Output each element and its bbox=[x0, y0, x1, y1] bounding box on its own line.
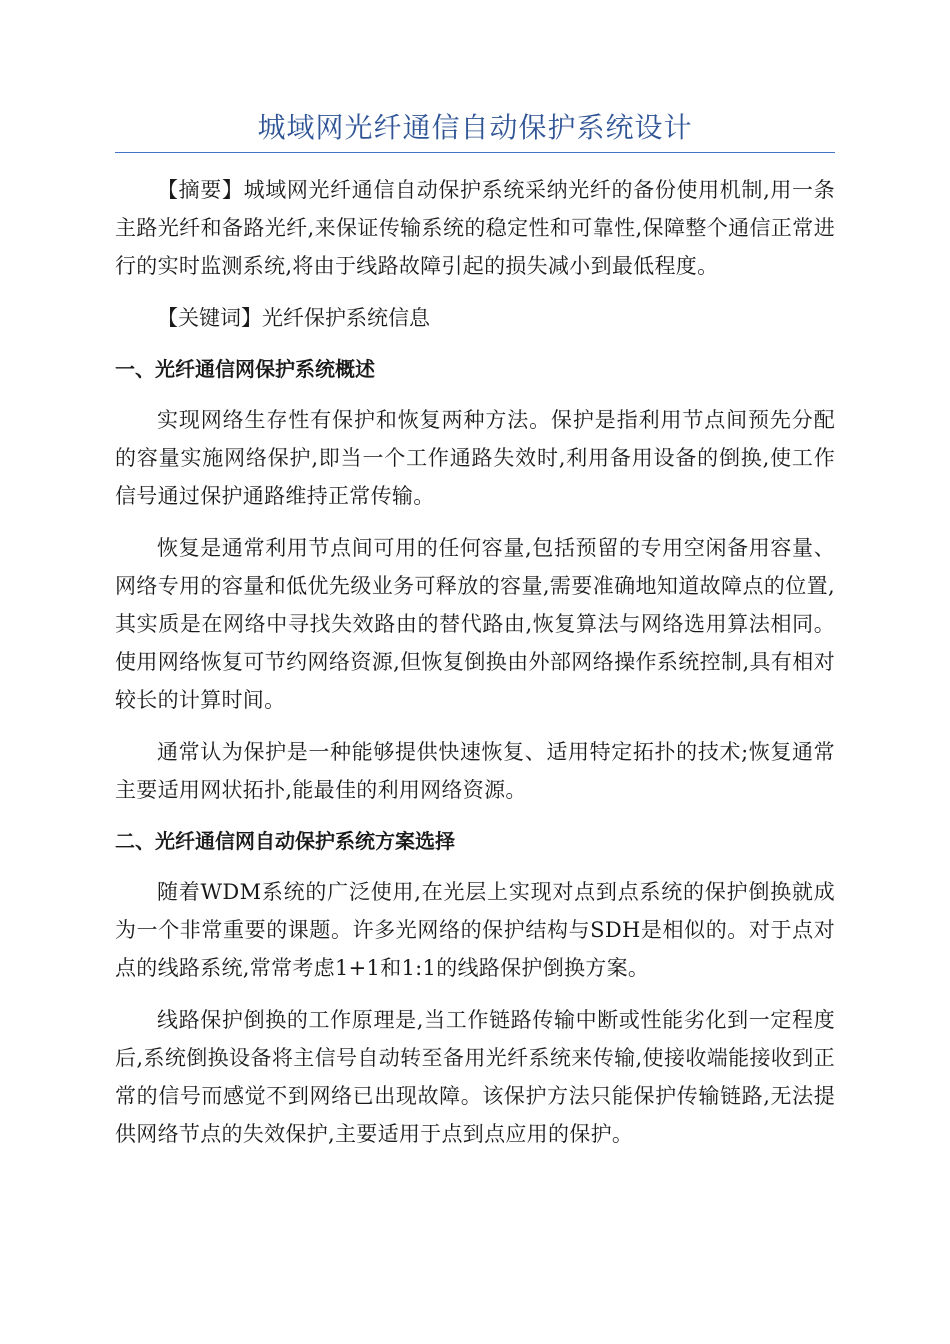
section-2-paragraph: 随着WDM系统的广泛使用,在光层上实现对点到点系统的保护倒换就成为一个非常重要的课题。许多光网络的保护结构与SDH是相似的。对于点对点的线路系统,常常考虑1+1和1:1的线路保护倒换方案。 bbox=[115, 880, 835, 980]
section-heading-1: 一、光纤通信网保护系统概述 bbox=[115, 357, 375, 381]
title-underline bbox=[115, 152, 835, 153]
section-heading-2: 二、光纤通信网自动保护系统方案选择 bbox=[115, 829, 455, 853]
document-title: 城域网光纤通信自动保护系统设计 bbox=[257, 111, 693, 144]
section-2-paragraph: 线路保护倒换的工作原理是,当工作链路传输中断或性能劣化到一定程度后,系统倒换设备将主信号自动转至备用光纤系统来传输,使接收端能接收到正常的信号而感觉不到网络已出现故障。该保护方法只能保护传输链路,无法提供网络节点的失效保护,主要适用于点到点应用的保护。 bbox=[115, 1008, 835, 1146]
section-1-paragraph: 通常认为保护是一种能够提供快速恢复、适用特定拓扑的技术;恢复通常主要适用网状拓扑,能最佳的利用网络资源。 bbox=[115, 740, 835, 802]
section-1-paragraph: 恢复是通常利用节点间可用的任何容量,包括预留的专用空闲备用容量、网络专用的容量和低优先级业务可释放的容量,需要准确地知道故障点的位置,其实质是在网络中寻找失效路由的替代路由,恢复算法与网络选用算法相同。使用网络恢复可节约网络资源,但恢复倒换由外部网络操作系统控制,具有相对较长的计算时间。 bbox=[115, 536, 835, 712]
section-1-paragraph: 实现网络生存性有保护和恢复两种方法。保护是指利用节点间预先分配的容量实施网络保护,即当一个工作通路失效时,利用备用设备的倒换,使工作信号通过保护通路维持正常传输。 bbox=[115, 408, 835, 508]
document-page bbox=[115, 108, 835, 1167]
abstract-paragraph: 【摘要】城域网光纤通信自动保护系统采纳光纤的备份使用机制,用一条主路光纤和备路光纤,来保证传输系统的稳定性和可靠性,保障整个通信正常进行的实时监测系统,将由于线路故障引起的损失减小到最低程度。 bbox=[115, 178, 835, 278]
keywords-line: 【关键词】光纤保护系统信息 bbox=[157, 306, 430, 330]
